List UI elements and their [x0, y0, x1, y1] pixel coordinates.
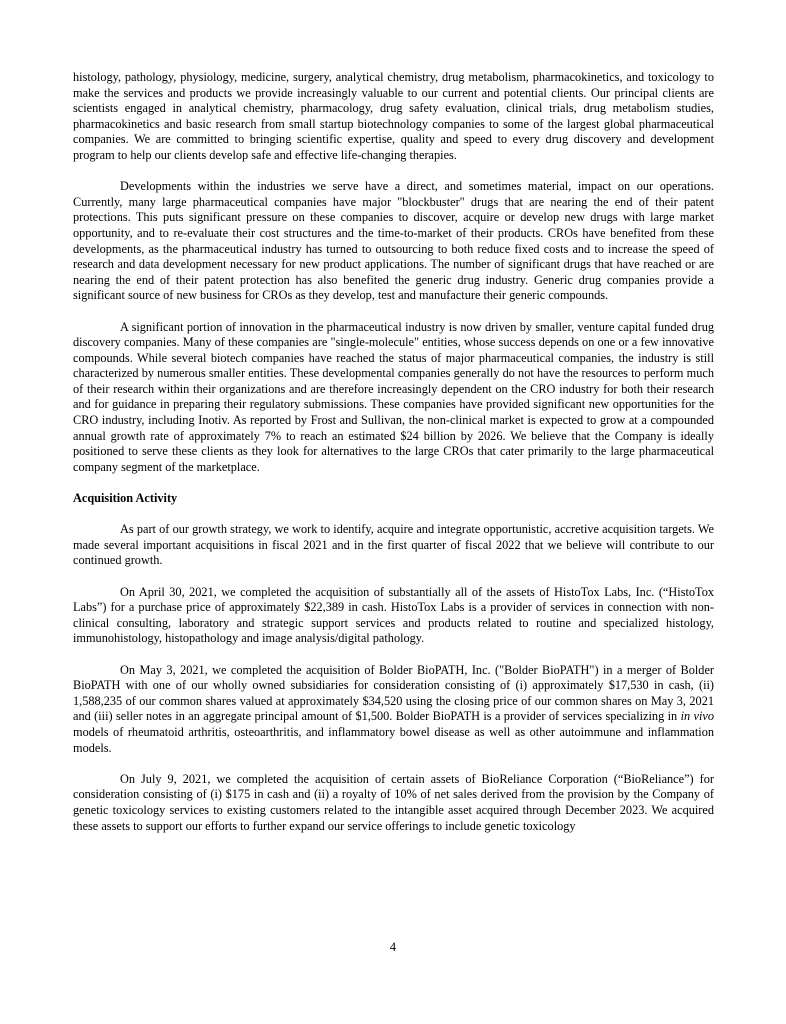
paragraph-histotox-acquisition: On April 30, 2021, we completed the acquisition of substantially all of the assets of HistoTox Labs, Inc. (“HistoTox Labs”) for a purchase price of approximately $22,389 in cash. HistoTox Labs is a provider of services in connection with non-clinical consulting, laboratory and strategic support services and products related to routine and specialized histology, immunohistology, histopathology and image analysis/digital pathology.	[73, 584, 714, 646]
bolder-biopath-text-end: models of rheumatoid arthritis, osteoarthritis, and inflammatory bowel disease as well as other autoimmune and inflammation models.	[73, 724, 714, 755]
paragraph-industry-developments: Developments within the industries we serve have a direct, and sometimes material, impact on our operations. Currently, many large pharmaceutical companies have major "blockbuster" drugs that are nearing the end of their patent protections. This puts significant pressure on these companies to discover, acquire or develop new drugs with large market opportunity, and to re-evaluate their cost structures and the time-to-market of their products. CROs have benefited from these developments, as the pharmaceutical industry has turned to outsourcing to both reduce fixed costs and to increase the speed of research and data development necessary for new product applications. The number of significant drugs that have reached or are nearing the end of their patent protection has also benefited the generic drug industry. Generic drug companies provide a significant source of new business for CROs as they develop, test and manufacture their generic compounds.	[73, 179, 714, 303]
page-number: 4	[389, 940, 397, 954]
in-vivo-italic: in vivo	[680, 709, 714, 724]
paragraph-bolder-biopath-acquisition	[73, 663, 714, 757]
paragraph-services-clients: histology, pathology, physiology, medicine, surgery, analytical chemistry, drug metabolism, pharmacokinetics, and toxicology to make the services and products we provide increasingly valuable to our current and potential clients. Our principal clients are scientists engaged in analytical chemistry, pharmacology, drug safety evaluation, clinical trials, drug metabolism studies, pharmacokinetics and basic research from small startup biotechnology companies to some of the largest global pharmaceutical companies. We are committed to bringing scientific expertise, quality and speed to every drug discovery and development program to help our clients develop safe and effective life-changing therapies.	[73, 70, 714, 162]
document-body	[73, 70, 714, 850]
bolder-biopath-text-start: On May 3, 2021, we completed the acquisition of Bolder BioPATH, Inc. ("Bolder BioPATH") in a merger of Bolder BioPATH with one of our wholly owned subsidiaries for consideration consisting of (i) approximately $17,530 in cash, (ii) 1,588,235 of our common shares valued at approximately $34,520 using the closing price of our common shares on May 3, 2021 and (iii) seller notes in an aggregate principal amount of $1,500. Bolder BioPATH is a provider of services specializing in	[73, 662, 714, 724]
paragraph-growth-strategy: As part of our growth strategy, we work to identify, acquire and integrate opportunistic, accretive acquisition targets. We made several important acquisitions in fiscal 2021 and in the first quarter of fiscal 2022 that we believe will contribute to our continued growth.	[73, 522, 714, 568]
paragraph-bioreliance-acquisition: On July 9, 2021, we completed the acquisition of certain assets of BioReliance Corporation (“BioReliance”) for consideration consisting of (i) $175 in cash and (ii) a royalty of 10% of net sales derived from the provision by the Company of genetic toxicology services to existing customers related to the intangible asset acquired through December 2023. We acquired these assets to support our efforts to further expand our service offerings to include genetic toxicology	[73, 771, 714, 833]
section-heading-acquisition-activity: Acquisition Activity	[73, 491, 178, 506]
paragraph-innovation-market: A significant portion of innovation in the pharmaceutical industry is now driven by smaller, venture capital funded drug discovery companies. Many of these companies are "single-molecule" entities, whose success depends on one or a few innovative compounds. While several biotech companies have reached the status of major pharmaceutical companies, the industry is still characterized by numerous smaller entities. These developmental companies generally do not have the resources to perform much of their research within their organizations and are therefore increasingly dependent on the CRO industry for both their research and for guidance in preparing their regulatory submissions. These companies have provided significant new opportunities for the CRO industry, including Inotiv. As reported by Frost and Sullivan, the non-clinical market is expected to grow at a compounded annual growth rate of approximately 7% to reach an estimated $24 billion by 2026. We believe that the Company is ideally positioned to serve these clients as they look for alternatives to the large CROs that cater primarily to the large pharmaceutical company segment of the marketplace.	[73, 319, 714, 474]
